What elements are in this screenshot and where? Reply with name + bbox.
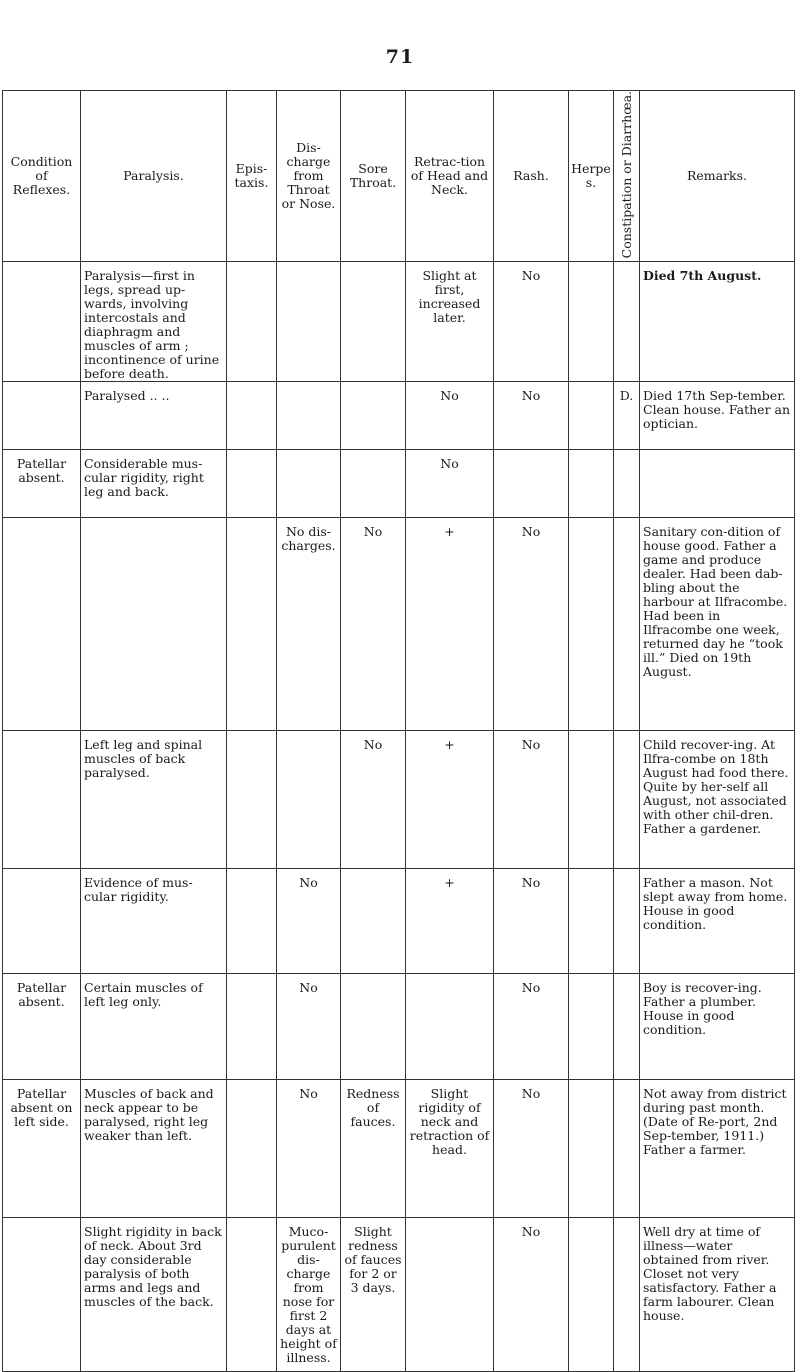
cell-retraction: No (406, 382, 494, 450)
cell-epistaxis (227, 974, 277, 1080)
cell-constipation (614, 869, 640, 974)
cell-discharge: No dis-charges. (277, 518, 341, 731)
header-discharge: Dis-charge from Throat or Nose. (277, 91, 341, 262)
cell-sore-throat (341, 262, 406, 382)
cell-epistaxis (227, 450, 277, 518)
cell-discharge (277, 450, 341, 518)
table-row (3, 450, 795, 518)
cell-herpes (569, 262, 614, 382)
cell-sore-throat (341, 382, 406, 450)
cell-discharge (277, 262, 341, 382)
cell-herpes (569, 450, 614, 518)
cell-discharge (277, 731, 341, 869)
table-row (3, 262, 795, 382)
cell-epistaxis (227, 731, 277, 869)
table-row (3, 382, 795, 450)
cell-constipation (614, 262, 640, 382)
cell-remarks: Father a mason. Not slept away from home. House in good condition. (640, 869, 795, 974)
cell-paralysis: Left leg and spinal muscles of back paralysed. (81, 731, 227, 869)
cell-paralysis: Paralysis—first in legs, spread up-wards, involving intercostals and diaphragm and muscles of arm ; incontinence of urine before death. (81, 262, 227, 382)
cell-rash: No (494, 1080, 569, 1218)
cell-retraction (406, 1218, 494, 1372)
page-number: 71 (385, 46, 415, 68)
cell-paralysis: Certain muscles of left leg only. (81, 974, 227, 1080)
cell-discharge (277, 382, 341, 450)
cell-retraction: + (406, 731, 494, 869)
cell-sore-throat: No (341, 731, 406, 869)
cell-reflexes: Patellar absent. (3, 974, 81, 1080)
cell-remarks: Child recover-ing. At Ilfra-combe on 18th August had food there. Quite by her-self all August, not associated with other chil-dren. Father a gardener. (640, 731, 795, 869)
cell-rash: No (494, 869, 569, 974)
cell-retraction: + (406, 518, 494, 731)
header-constipation (614, 91, 640, 262)
cell-herpes (569, 869, 614, 974)
cell-herpes (569, 1080, 614, 1218)
cell-constipation (614, 450, 640, 518)
cell-rash (494, 450, 569, 518)
cell-constipation (614, 731, 640, 869)
table-row (3, 1218, 795, 1372)
header-reflexes: Condition of Reflexes. (3, 91, 81, 262)
table-row (3, 518, 795, 731)
cell-remarks: Not away from district during past month. (Date of Re-port, 2nd Sep-tember, 1911.) Father a farmer. (640, 1080, 795, 1218)
header-rash: Rash. (494, 91, 569, 262)
table-row (3, 869, 795, 974)
cell-reflexes (3, 518, 81, 731)
cell-sore-throat (341, 974, 406, 1080)
cell-paralysis: Slight rigidity in back of neck. About 3rd day considerable paralysis of both arms and legs and muscles of the back. (81, 1218, 227, 1372)
cell-epistaxis (227, 262, 277, 382)
cell-constipation (614, 974, 640, 1080)
cell-remarks: Died 7th August. (640, 262, 795, 382)
cell-paralysis: Considerable mus-cular rigidity, right leg and back. (81, 450, 227, 518)
cell-reflexes (3, 1218, 81, 1372)
cell-paralysis: Muscles of back and neck appear to be paralysed, right leg weaker than left. (81, 1080, 227, 1218)
cell-retraction: + (406, 869, 494, 974)
cell-reflexes (3, 731, 81, 869)
cell-constipation: D. (614, 382, 640, 450)
table-row (3, 1080, 795, 1218)
cell-remarks: Well dry at time of illness—water obtained from river. Closet not very satisfactory. Father a farm labourer. Clean house. (640, 1218, 795, 1372)
header-retraction: Retrac-tion of Head and Neck. (406, 91, 494, 262)
cell-reflexes: Patellar absent. (3, 450, 81, 518)
cell-rash: No (494, 382, 569, 450)
cell-sore-throat: Slight redness of fauces for 2 or 3 days. (341, 1218, 406, 1372)
cell-sore-throat (341, 450, 406, 518)
cell-herpes (569, 731, 614, 869)
header-sore-throat: Sore Throat. (341, 91, 406, 262)
cell-paralysis (81, 518, 227, 731)
cell-constipation (614, 1218, 640, 1372)
cell-rash: No (494, 1218, 569, 1372)
cell-epistaxis (227, 1080, 277, 1218)
cell-epistaxis (227, 518, 277, 731)
case-records-table (2, 90, 795, 1372)
table-row (3, 974, 795, 1080)
cell-epistaxis (227, 382, 277, 450)
cell-retraction (406, 974, 494, 1080)
cell-constipation (614, 1080, 640, 1218)
header-herpes: Herpes. (569, 91, 614, 262)
cell-discharge: No (277, 1080, 341, 1218)
cell-reflexes (3, 382, 81, 450)
header-remarks: Remarks. (640, 91, 795, 262)
cell-paralysis: Evidence of mus-cular rigidity. (81, 869, 227, 974)
cell-remarks: Sanitary con-dition of house good. Father a game and produce dealer. Had been dab-bling about the harbour at Ilfracombe. Had been in Ilfracombe one week, returned day he “took ill.” Died on 19th August. (640, 518, 795, 731)
cell-rash: No (494, 974, 569, 1080)
cell-retraction: No (406, 450, 494, 518)
cell-remarks: Died 17th Sep-tember. Clean house. Father an optician. (640, 382, 795, 450)
cell-discharge: No (277, 974, 341, 1080)
cell-remarks (640, 450, 795, 518)
header-paralysis: Paralysis. (81, 91, 227, 262)
cell-reflexes (3, 869, 81, 974)
cell-herpes (569, 1218, 614, 1372)
cell-remarks: Boy is recover-ing. Father a plumber. House in good condition. (640, 974, 795, 1080)
cell-reflexes (3, 262, 81, 382)
header-constipation-label: Constipation or Diarrhœa. (619, 91, 634, 259)
cell-sore-throat: No (341, 518, 406, 731)
cell-retraction: Slight at first, increased later. (406, 262, 494, 382)
cell-retraction: Slight rigidity of neck and retraction of head. (406, 1080, 494, 1218)
cell-rash: No (494, 731, 569, 869)
cell-herpes (569, 974, 614, 1080)
cell-epistaxis (227, 1218, 277, 1372)
cell-constipation (614, 518, 640, 731)
cell-herpes (569, 382, 614, 450)
cell-rash: No (494, 262, 569, 382)
header-epistaxis: Epis-taxis. (227, 91, 277, 262)
cell-reflexes: Patellar absent on left side. (3, 1080, 81, 1218)
cell-discharge: Muco-purulent dis-charge from nose for first 2 days at height of illness. (277, 1218, 341, 1372)
table-row (3, 731, 795, 869)
cell-rash: No (494, 518, 569, 731)
cell-discharge: No (277, 869, 341, 974)
cell-sore-throat: Redness of fauces. (341, 1080, 406, 1218)
cell-herpes (569, 518, 614, 731)
cell-paralysis: Paralysed .. .. (81, 382, 227, 450)
cell-epistaxis (227, 869, 277, 974)
cell-sore-throat (341, 869, 406, 974)
header-row (3, 91, 795, 262)
